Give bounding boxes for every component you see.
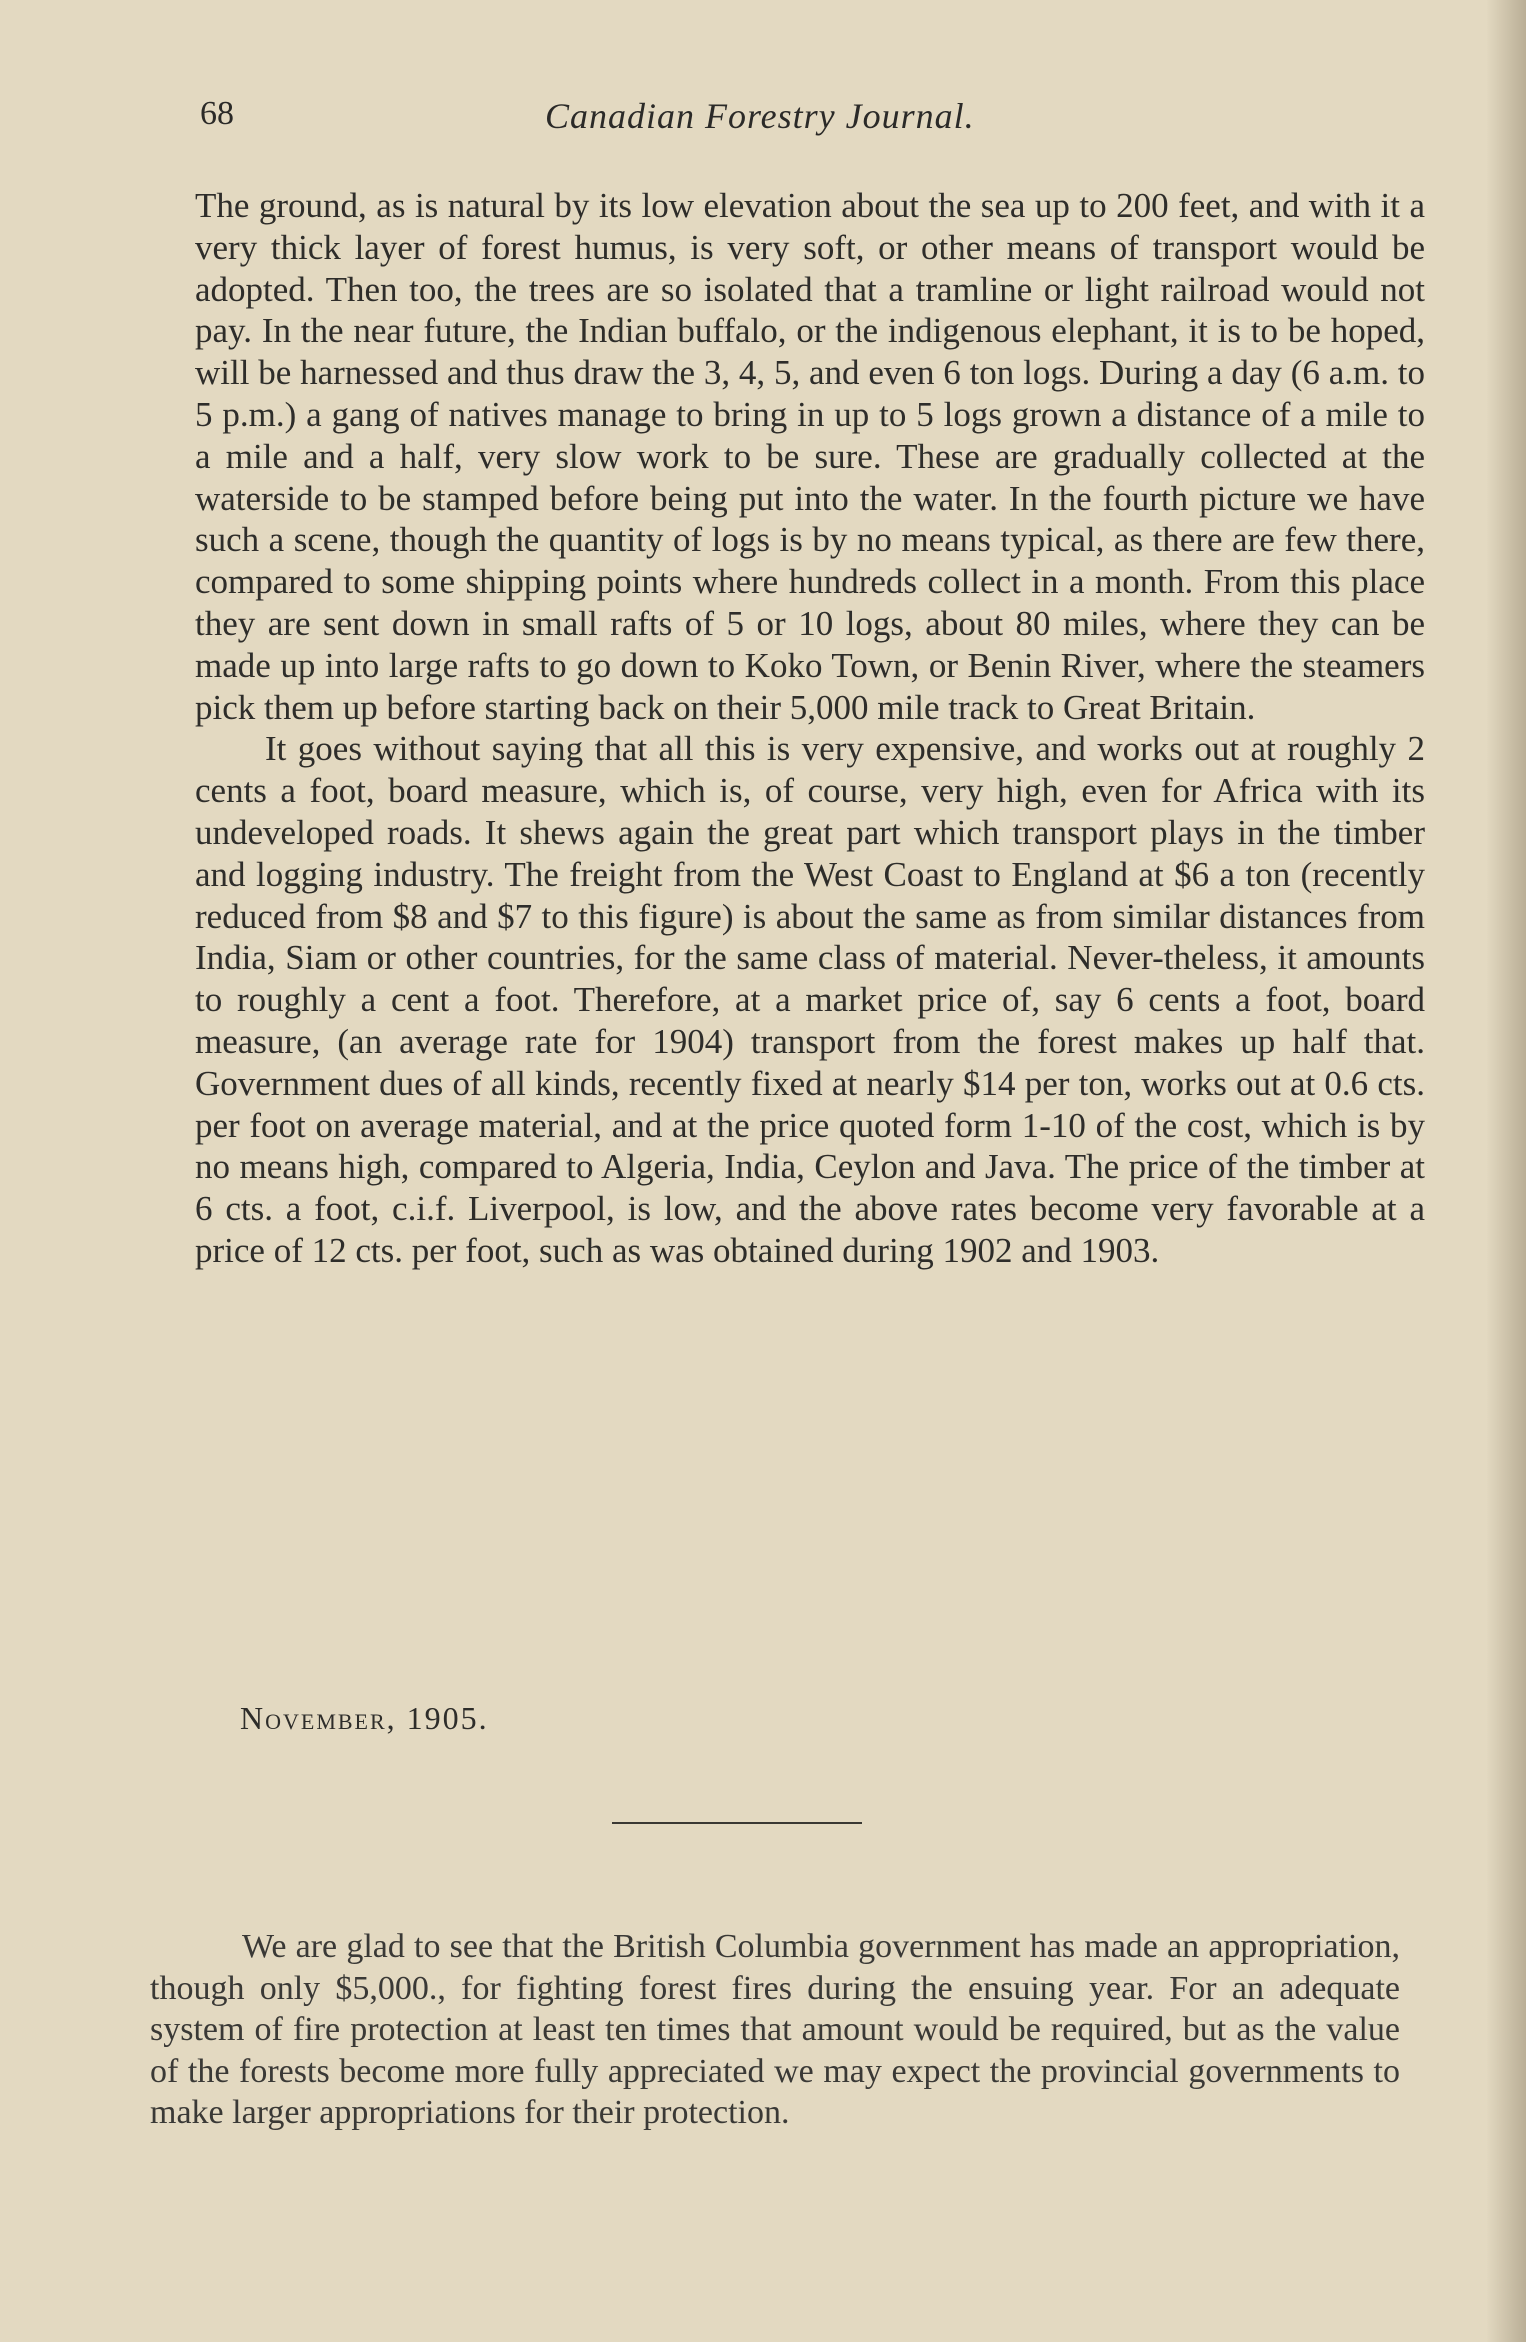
page-header — [200, 95, 1340, 145]
section-divider — [612, 1822, 862, 1824]
article-paragraph-1: The ground, as is natural by its low elevation about the sea up to 200 feet, and with it a very thick layer of forest humus, is very soft, or other means of transport would be adopted. Then too, the trees are so isolated that a tramline or light railroad would not pay. In the near future, the Indian buffalo, or the indigenous elephant, it is to be hoped, will be harnessed and thus draw the 3, 4, 5, and even 6 ton logs. During a day (6 a.m. to 5 p.m.) a gang of natives manage to bring in up to 5 logs grown a distance of a mile to a mile and a half, very slow work to be sure. These are gradually collected at the waterside to be stamped before being put into the water. In the fourth picture we have such a scene, though the quantity of logs is by no means typical, as there are few there, compared to some shipping points where hundreds collect in a month. From this place they are sent down in small rafts of 5 or 10 logs, about 80 miles, where they can be made up into large rafts to go down to Koko Town, or Benin River, where the steamers pick them up before starting back on their 5,000 mile track to Great Britain. — [195, 186, 1425, 727]
article-dateline: November, 1905. — [240, 1700, 489, 1736]
article-body — [195, 185, 1425, 1272]
journal-title: Canadian Forestry Journal. — [545, 96, 975, 136]
editorial-note: We are glad to see that the British Columbia government has made an appropriation, though only $5,000., for fighting forest fires during the ensuing year. For an adequate system of fire protection at least ten times that amount would be required, but as the value of the forests become more fully appreciated we may expect the provincial governments to make larger appropriations for their protection. — [150, 1928, 1400, 2131]
article-paragraph-2: It goes without saying that all this is very expensive, and works out at roughly 2 cents a foot, board measure, which is, of course, very high, even for Africa with its undeveloped roads. It shews again the great part which transport plays in the timber and logging industry. The freight from the West Coast to England at $6 a ton (recently reduced from $8 and $7 to this figure) is about the same as from similar distances from India, Siam or other countries, for the same class of material. Never-theless, it amounts to roughly a cent a foot. Therefore, at a market price of, say 6 cents a foot, board measure, (an average rate for 1904) transport from the forest makes up half that. Government dues of all kinds, recently fixed at nearly $14 per ton, works out at 0.6 cts. per foot on average material, and at the price quoted form 1-10 of the cost, which is by no means high, compared to Algeria, India, Ceylon and Java. The price of the timber at 6 cts. a foot, c.i.f. Liverpool, is low, and the above rates become very favorable at a price of 12 cts. per foot, such as was obtained during 1902 and 1903. — [195, 729, 1425, 1270]
page-number: 68 — [200, 95, 234, 132]
